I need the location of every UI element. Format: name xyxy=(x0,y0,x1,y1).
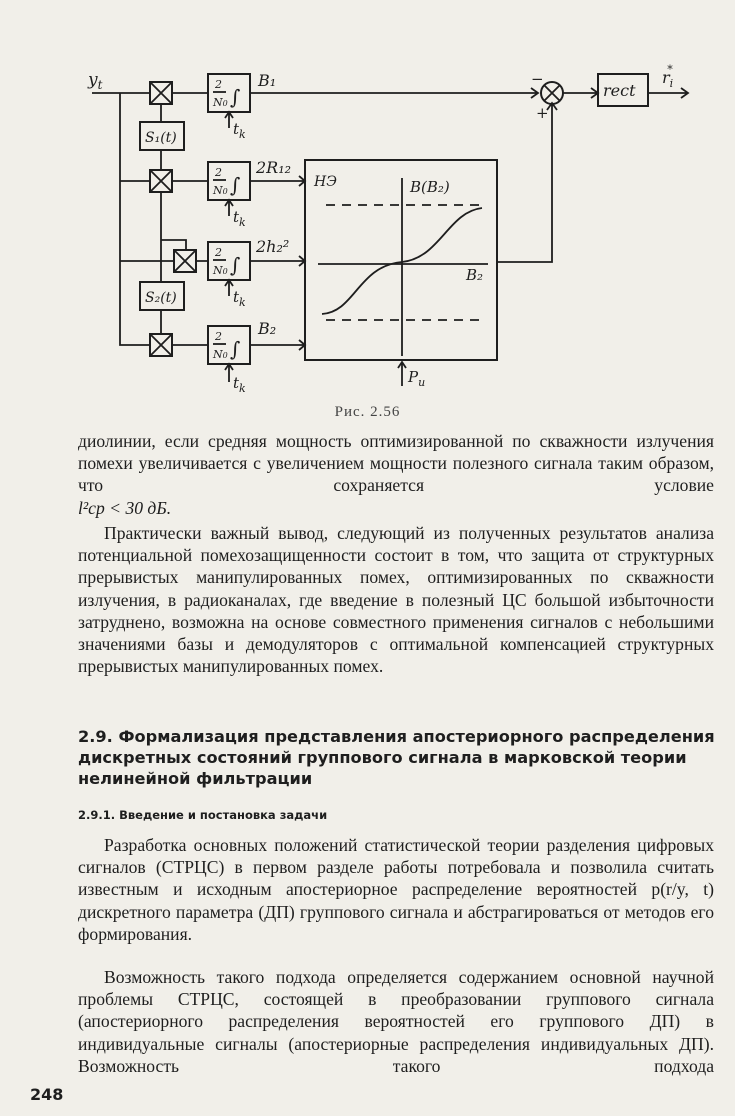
multiplier-3 xyxy=(174,250,196,272)
block-diagram xyxy=(0,0,735,400)
subsection-title: 2.9.1. Введение и постановка задачи xyxy=(78,808,328,822)
paragraph-1: диолинии, если средняя мощность оптимизированной по скважности излучения помехи увеличивается с увеличением мощности полезного сигнала таким образом, что сохраняется условие xyxy=(78,431,714,496)
summer-node xyxy=(541,82,563,104)
rect-label: rect xyxy=(603,81,636,100)
input-bus xyxy=(92,93,150,345)
svg-text:N0: N0 xyxy=(213,96,228,109)
axis-b2-label: B₂ xyxy=(466,266,484,284)
power-label: $P_и$ xyxy=(408,368,426,389)
integrator-2 xyxy=(208,162,250,200)
input-label: $y_t$ xyxy=(88,70,103,92)
svg-text:N0: N0 xyxy=(213,184,228,197)
b2-output-label: B₂ xyxy=(258,319,277,338)
b1-label: B₁ xyxy=(258,71,277,90)
svg-text:2: 2 xyxy=(215,330,222,343)
integrator-1 xyxy=(208,74,250,112)
svg-text:∫: ∫ xyxy=(230,173,241,197)
nonlinear-output-path xyxy=(497,103,557,262)
svg-text:∫: ∫ xyxy=(230,253,241,277)
output-label: $r_i*$ xyxy=(662,63,674,90)
s1-label: S₁(t) xyxy=(145,130,177,146)
multiplier-4 xyxy=(150,334,172,356)
svg-text:2: 2 xyxy=(215,166,222,179)
minus-sign: − xyxy=(531,70,544,88)
svg-text:2: 2 xyxy=(215,78,222,91)
svg-text:tk: $t_k$ xyxy=(233,208,246,229)
figure-caption: Рис. 2.56 xyxy=(334,404,401,420)
multiplier-1 xyxy=(150,82,172,104)
plus-sign: + xyxy=(536,104,549,122)
nonlinear-element xyxy=(305,160,497,360)
curve-label: B(B₂) xyxy=(410,178,450,196)
svg-text:N0: N0 xyxy=(213,348,228,361)
svg-text:tk: $t_k$ xyxy=(233,374,246,395)
integrator-3 xyxy=(208,242,250,280)
paragraph-1-end: l²ср < 30 дБ. xyxy=(78,497,172,518)
svg-text:∫: ∫ xyxy=(230,85,241,109)
b1-path xyxy=(250,88,538,98)
integrator-4 xyxy=(208,326,250,364)
svg-text:∫: ∫ xyxy=(230,337,241,361)
section-title: 2.9. Формализация представления апостериорного распределения дискретных состояний группового сигнала в марковской теории нелинейной фильтрации xyxy=(78,727,715,788)
svg-text:tk: $t_k$ xyxy=(233,120,246,141)
paragraph-1-block xyxy=(78,430,714,519)
paragraph-3-block xyxy=(78,834,714,945)
paragraph-4: Возможность такого подхода определяется содержанием основной научной проблемы СТРЦС, состоящей в преобразовании группового сигнала (апостериорного распределения вероятностей его группового ДП) в индивидуальные сигналы (апостериорные распределения индивидуальных ДП). Возможность такого подхода xyxy=(78,967,714,1076)
h2-label: 2h₂² xyxy=(256,237,290,256)
multiplier-2 xyxy=(150,170,172,192)
nonlinear-label: НЭ xyxy=(314,174,337,190)
paragraph-4-block xyxy=(78,966,714,1077)
r12-label: 2R₁₂ xyxy=(256,158,292,177)
paragraph-3: Разработка основных положений статистической теории разделения цифровых сигналов (СТРЦС) в первом разделе работы потребовала и позволила считать известным и исходным апостериорное распределение вероятностей p(r/y, t) дискретного параметра (ДП) группового сигнала и абстрагироваться от методов его формирования. xyxy=(78,835,714,944)
svg-text:2: 2 xyxy=(215,246,222,259)
page-number: 248 xyxy=(30,1085,64,1104)
paragraph-2-block xyxy=(78,522,714,677)
svg-text:tk: $t_k$ xyxy=(233,288,246,309)
svg-text:N0: N0 xyxy=(213,264,228,277)
paragraph-2: Практически важный вывод, следующий из полученных результатов анализа потенциальной помехозащищенности состоит в том, что защита от структурных прерывистых манипулированных помех, оптимизированных по скважности излучения, в радиоканалах, где введение в полезный ЦС большой избыточности затруднено, возможна на основе совместного применения сигналов с небольшими значениями базы и демодуляторов с оптимальной компенсацией структурных прерывистых манипулированных помех. xyxy=(78,523,714,677)
s2-label: S₂(t) xyxy=(145,290,177,306)
